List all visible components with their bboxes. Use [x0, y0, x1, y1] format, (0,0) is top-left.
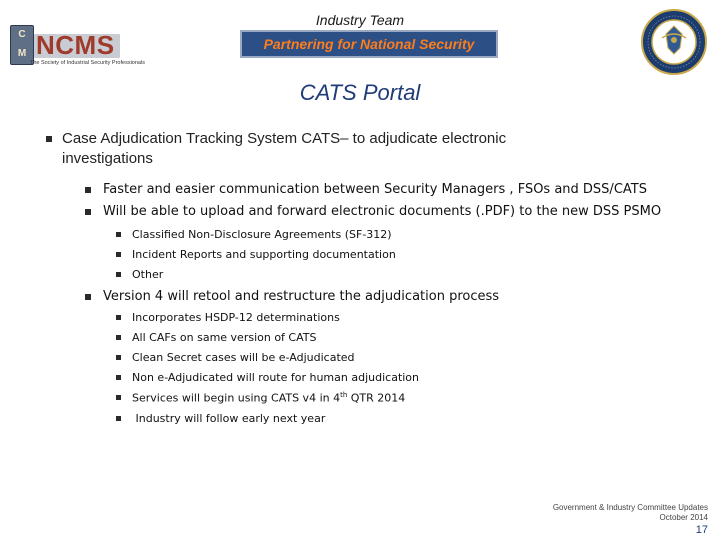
services-text: Services will begin using CATS v4 in 4: [132, 391, 341, 405]
sub-bullet-text: Version 4 will retool and restructure the adjudication process: [103, 289, 500, 304]
bullet-icon: [116, 252, 121, 257]
bullet-icon: [46, 136, 52, 142]
sub-sub-bullet-text: Incorporates HSDP-12 determinations: [132, 311, 340, 324]
bullet-icon: [85, 294, 91, 300]
footer-line2: October 2014: [659, 513, 708, 522]
ncms-tagline: The Society of Industrial Security Professionals: [30, 60, 145, 66]
sub-sub-bullet-text: Incident Reports and supporting documentation: [132, 248, 396, 261]
sub-sub-bullet-text: [132, 391, 405, 405]
main-bullet-line1: Case Adjudication Tracking System CATS– to adjudicate electronic: [62, 130, 507, 147]
bullet-icon: [116, 416, 121, 421]
page-title: CATS Portal: [299, 80, 421, 105]
footer-line1: Government & Industry Committee Updates: [552, 503, 708, 512]
services-text-end: QTR 2014: [347, 391, 406, 405]
sub-bullet-text: Will be able to upload and forward electronic documents (.PDF) to the new DSS PSMO: [103, 204, 662, 219]
main-bullet-line2: investigations: [62, 150, 153, 167]
ncms-badge-icon: [10, 25, 34, 65]
sub-sub-bullet-text: All CAFs on same version of CATS: [132, 331, 317, 344]
bullet-icon: [116, 395, 121, 400]
industry-team-heading: Industry Team: [315, 12, 405, 28]
banner-text: Partnering for National Security: [263, 36, 475, 52]
sub-sub-bullet-text: Clean Secret cases will be e-Adjudicated: [132, 351, 355, 364]
bullet-icon: [85, 209, 91, 215]
bullet-icon: [116, 355, 121, 360]
sub-sub-bullet-text: Other: [132, 268, 164, 281]
sub-bullet-text: Faster and easier communication between Security Managers , FSOs and DSS/CATS: [103, 182, 647, 197]
ncms-logo-text: NCMS: [36, 30, 115, 60]
ncms-badge-letter-m: M: [17, 48, 27, 59]
bullet-icon: [116, 375, 121, 380]
sub-sub-bullet-text: Industry will follow early next year: [132, 412, 326, 425]
superscript-th: th: [340, 391, 348, 399]
sub-sub-bullet-text: Non e-Adjudicated will route for human adjudication: [132, 371, 420, 384]
footer-caption: [553, 503, 708, 523]
ncms-badge-letter-c: C: [18, 29, 26, 40]
bullet-icon: [116, 272, 121, 277]
partnering-banner: [240, 30, 498, 58]
dss-seal-icon: [640, 8, 708, 76]
bullet-icon: [116, 232, 121, 237]
sub-sub-bullet-text: Classified Non-Disclosure Agreements (SF-312): [132, 228, 392, 241]
page-number: 17: [695, 524, 708, 536]
bullet-icon: [116, 335, 121, 340]
bullet-icon: [116, 315, 121, 320]
bullet-icon: [85, 187, 91, 193]
